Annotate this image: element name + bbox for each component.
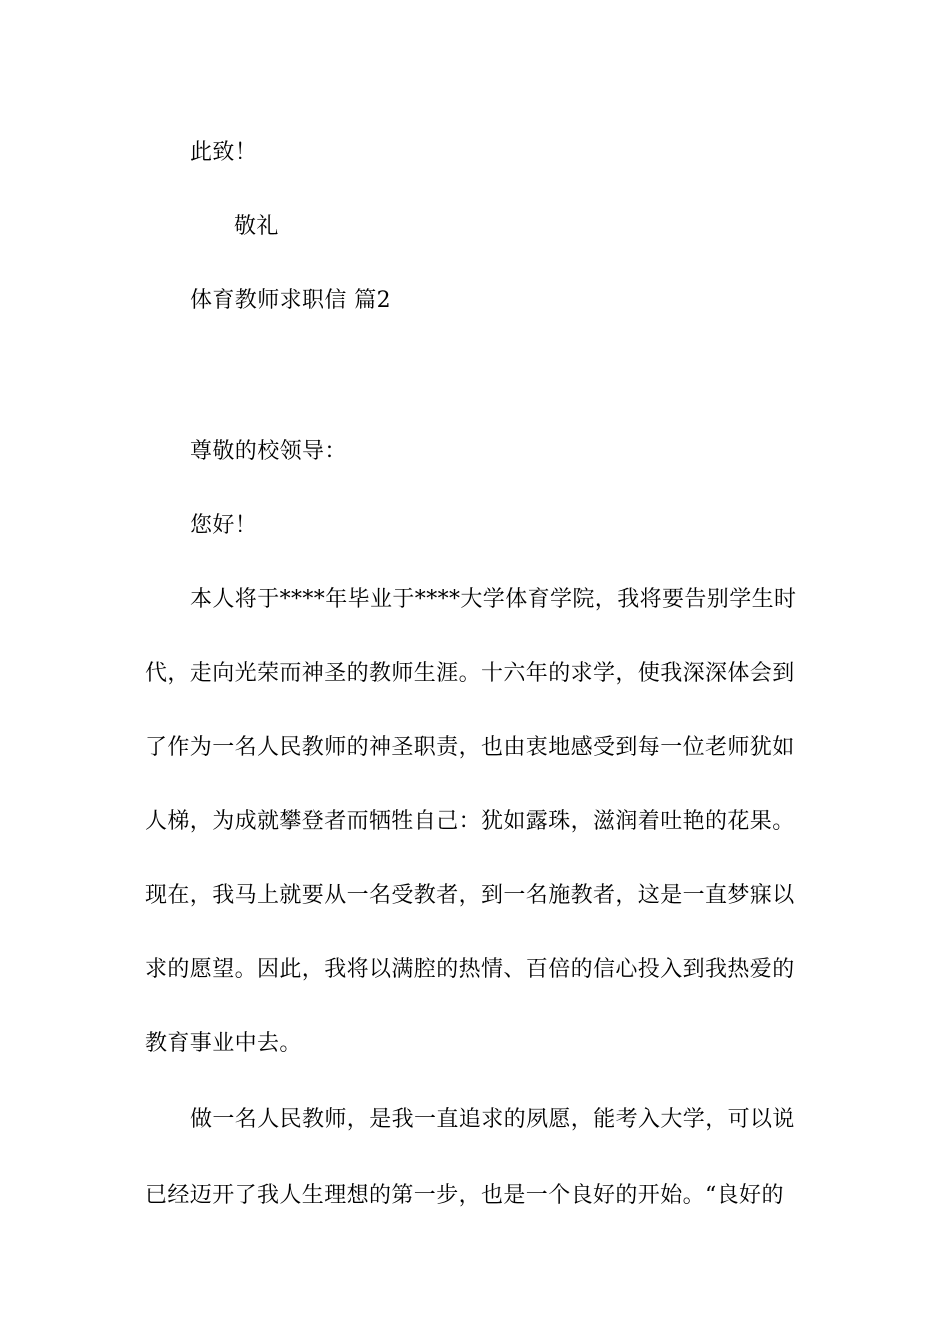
paragraph1-line-3: 了作为一名人民教师的神圣职责，也由衷地感受到每一位老师犹如: [145, 735, 795, 760]
section-heading: 体育教师求职信 篇2: [190, 288, 391, 313]
salutation-text: 敬礼: [234, 214, 279, 239]
paragraph2-line-2: 已经迈开了我人生理想的第一步，也是一个良好的开始。“良好的: [145, 1183, 784, 1208]
paragraph1-line-6: 求的愿望。因此，我将以满腔的热情、百倍的信心投入到我热爱的: [145, 957, 795, 982]
paragraph1-line-1: 本人将于****年毕业于****大学体育学院，我将要告别学生时: [190, 587, 797, 612]
paragraph1-line-4: 人梯，为成就攀登者而牺牲自己：犹如露珠，滋润着吐艳的花果。: [145, 809, 795, 834]
hello-text: 您好！: [190, 513, 258, 538]
paragraph2-line-1: 做一名人民教师，是我一直追求的夙愿，能考入大学，可以说: [190, 1107, 795, 1132]
greeting-text: 尊敬的校领导：: [190, 439, 347, 464]
paragraph1-line-7: 教育事业中去。: [145, 1031, 302, 1056]
paragraph1-line-5: 现在，我马上就要从一名受教者，到一名施教者，这是一直梦寐以: [145, 883, 795, 908]
closing-text: 此致！: [190, 140, 258, 165]
paragraph1-line-2: 代，走向光荣而神圣的教师生涯。十六年的求学，使我深深体会到: [145, 661, 795, 686]
